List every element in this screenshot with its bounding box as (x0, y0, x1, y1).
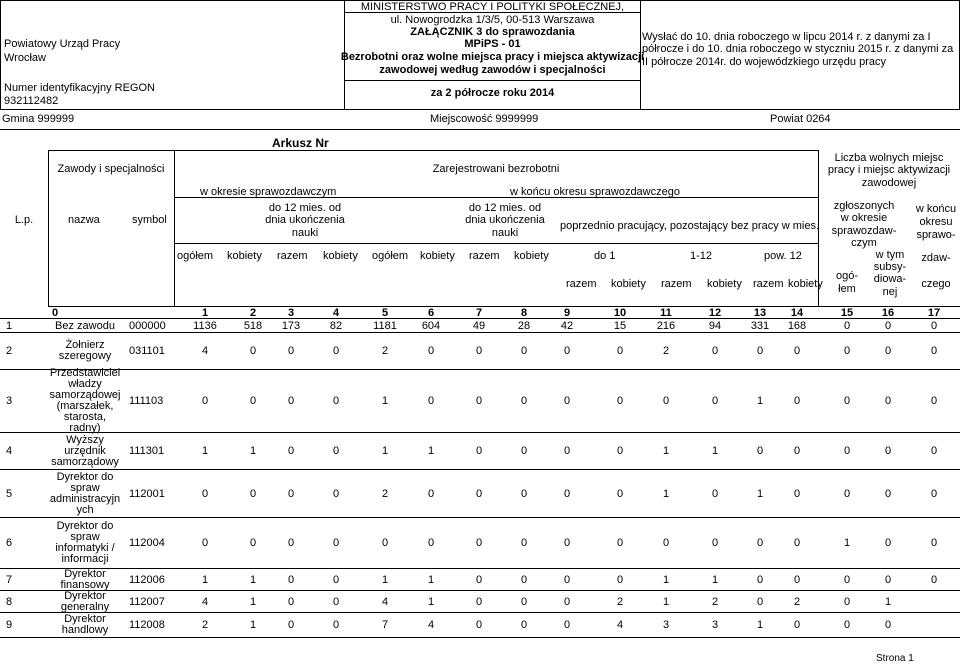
row-value: 1 (381, 445, 389, 457)
report-title-line2: zawodowej według zawodów i specjalności (379, 64, 606, 76)
reported-l3: sprawozdaw- (831, 225, 897, 237)
report-title-line1: Bezrobotni oraz wolne miejsca pracy i miejsca aktywizacji (340, 51, 645, 63)
grad-label-2c: nauki (491, 227, 519, 239)
row-value: 1 (756, 487, 764, 500)
row-value: 168 (787, 320, 807, 332)
hdr-pow12: pow. 12 (764, 250, 802, 262)
row-value: 0 (662, 537, 670, 549)
row-value: 0 (843, 573, 851, 586)
hdr-women-3: kobiety (420, 250, 455, 262)
row-value: 0 (756, 537, 764, 549)
row-value: 0 (793, 445, 801, 457)
row-value: 0 (884, 573, 892, 586)
row-value: 15 (613, 320, 627, 332)
row-value: 1181 (373, 320, 397, 332)
col-prev-working: poprzednio pracujący, pozostający bez pracy w mies. (560, 220, 820, 232)
col-lp: L.p. (14, 214, 34, 226)
row-value: 331 (750, 320, 770, 332)
row-value: 0 (520, 595, 528, 608)
vacancies-l3: zawodowej (861, 177, 917, 189)
row-value: 1 (249, 619, 257, 631)
end-vacancies-l4: zdaw- (921, 252, 951, 264)
form-code: MPiPS - 01 (464, 38, 521, 50)
grad-label-1b: dnia ukończenia (265, 214, 345, 226)
row-name-line: informatyki / (55, 542, 115, 554)
row-value: 0 (332, 595, 340, 608)
row-value: 4 (201, 345, 209, 357)
row-value: 0 (520, 619, 528, 631)
row-value: 1 (427, 595, 435, 608)
row-value: 0 (287, 537, 295, 549)
end-vacancies-l1: w końcu (915, 203, 957, 215)
regon-value: 932112482 (4, 95, 59, 107)
row-value: 1 (201, 573, 209, 586)
page-number: Strona 1 (876, 653, 914, 664)
row-value: 0 (201, 487, 209, 500)
row-name-line: urzędnik (64, 444, 106, 457)
row-name-line: szeregowy (58, 350, 112, 362)
end-vacancies-l2: okresu (919, 216, 953, 228)
row-value: 1 (662, 595, 670, 608)
column-number: 17 (927, 307, 941, 319)
row-value: 0 (793, 619, 801, 631)
row-value: 0 (249, 395, 257, 407)
row-value: 0 (884, 395, 892, 407)
col-end-period: w końcu okresu sprawozdawczego (510, 186, 680, 198)
row-lp: 1 (6, 320, 13, 332)
row-name-line: (marszałek, (56, 400, 114, 412)
column-number: 16 (881, 307, 895, 319)
row-value: 1 (249, 595, 257, 608)
hdr-women-6: kobiety (707, 278, 742, 290)
column-number: 1 (201, 307, 209, 319)
col-registered: Zarejestrowani bezrobotni (432, 163, 560, 175)
row-name-line: Bez zawodu (55, 319, 115, 332)
row-name-line: radny) (69, 422, 101, 434)
miejscowosc: Miejscowość 9999999 (430, 113, 539, 125)
row-lp: 7 (6, 573, 13, 586)
reported-l2: w okresie (840, 212, 888, 224)
row-value: 1 (711, 445, 719, 457)
row-value: 0 (520, 487, 528, 500)
row-value: 0 (843, 320, 851, 332)
row-value: 0 (563, 487, 571, 500)
row-value: 0 (793, 487, 801, 500)
row-value: 0 (884, 445, 892, 457)
row-lp: 4 (6, 445, 13, 457)
subsidized-l3: diowa- (873, 273, 907, 285)
row-value: 0 (287, 445, 295, 457)
row-value: 0 (520, 395, 528, 407)
hdr-women-5: kobiety (611, 278, 646, 290)
row-value: 2 (662, 345, 670, 357)
row-value: 0 (475, 395, 483, 407)
row-value: 0 (427, 487, 435, 500)
row-value: 2 (616, 595, 624, 608)
column-number: 0 (51, 307, 59, 319)
row-value: 0 (287, 595, 295, 608)
row-value: 4 (381, 595, 389, 608)
row-value: 0 (201, 537, 209, 549)
row-lp: 8 (6, 595, 13, 608)
row-value: 42 (560, 320, 574, 332)
row-value: 216 (656, 320, 676, 332)
send-instruction-line2: półrocze i do 10. dnia roboczego w styczniu 2015 r. z danymi za (642, 43, 954, 55)
row-value: 0 (756, 445, 764, 457)
row-value: 0 (616, 537, 624, 549)
row-value: 0 (563, 619, 571, 631)
row-value: 0 (616, 573, 624, 586)
row-value: 0 (563, 395, 571, 407)
row-symbol: 000000 (129, 320, 166, 332)
hdr-women-7: kobiety (788, 278, 823, 290)
send-instruction-line1: Wysłać do 10. dnia roboczego w lipcu 2014 r. z danymi za I (642, 31, 931, 43)
regon-label: Numer identyfikacyjny REGON (4, 82, 155, 94)
header-right-box (640, 0, 960, 110)
row-name-line: ych (76, 503, 94, 516)
row-value: 0 (563, 537, 571, 549)
row-value: 0 (793, 395, 801, 407)
row-symbol: 112004 (129, 537, 165, 549)
ministry-name: MINISTERSTWO PRACY I POLITYKI SPOŁECZNEJ, (360, 1, 625, 13)
row-value: 0 (332, 445, 340, 457)
row-name-line: Dyrektor (64, 613, 106, 625)
row-value: 0 (563, 573, 571, 586)
row-value: 0 (287, 619, 295, 631)
row-value: 2 (201, 619, 209, 631)
row-value: 0 (843, 445, 851, 457)
column-number: 3 (287, 307, 295, 319)
row-symbol: 112006 (129, 573, 165, 586)
row-value: 0 (332, 395, 340, 407)
row-value: 0 (201, 395, 209, 407)
row-value: 0 (563, 345, 571, 357)
row-value: 1 (427, 445, 435, 457)
subsidized-l4: nej (882, 286, 898, 298)
row-value: 0 (427, 395, 435, 407)
row-value: 0 (475, 595, 483, 608)
row-value: 1 (427, 573, 435, 586)
row-symbol: 112001 (129, 487, 165, 500)
row-value: 0 (249, 345, 257, 357)
row-value: 1 (756, 619, 764, 631)
grad-label-2b: dnia ukończenia (465, 214, 545, 226)
row-value: 0 (843, 595, 851, 608)
row-value: 0 (616, 445, 624, 457)
col-name: nazwa (68, 214, 100, 226)
row-value: 0 (287, 487, 295, 500)
row-lp: 5 (6, 487, 13, 500)
column-number: 8 (520, 307, 528, 319)
hdr-razem-1: razem (277, 250, 308, 262)
grad-label-1: do 12 mies. od (268, 202, 342, 214)
hdr-razem-2: razem (469, 250, 500, 262)
hdr-1-12: 1-12 (690, 250, 713, 262)
sheet-number-label: Arkusz Nr (272, 136, 329, 150)
row-symbol: 031101 (129, 345, 165, 357)
column-number: 6 (427, 307, 435, 319)
row-name-line: spraw (70, 481, 100, 494)
office-name: Powiatowy Urząd Pracy (4, 38, 121, 50)
end-vacancies-l3: sprawo- (916, 229, 956, 241)
row-value: 0 (711, 487, 719, 500)
row-value: 1136 (193, 320, 217, 332)
grad-label-1c: nauki (291, 227, 319, 239)
row-value: 0 (884, 619, 892, 631)
row-value: 0 (332, 573, 340, 586)
row-value: 0 (711, 537, 719, 549)
row-lp: 2 (6, 345, 13, 357)
row-name-line: finansowy (60, 578, 110, 591)
row-name-line: starosta, (63, 411, 107, 423)
row-name-line: handlowy (61, 624, 109, 636)
row-value: 0 (756, 595, 764, 608)
row-value: 1 (662, 445, 670, 457)
row-value: 0 (930, 573, 938, 586)
row-value: 0 (563, 595, 571, 608)
row-value: 0 (563, 445, 571, 457)
row-name-line: administracyjn (49, 492, 121, 505)
row-value: 0 (287, 573, 295, 586)
row-value: 0 (930, 320, 938, 332)
row-name-line: władzy (68, 378, 102, 390)
row-value: 0 (662, 395, 670, 407)
row-value: 0 (793, 573, 801, 586)
row-value: 82 (329, 320, 343, 332)
row-name-line: generalny (60, 600, 110, 613)
grad-label-2: do 12 mies. od (468, 202, 542, 214)
column-number: 11 (660, 307, 672, 319)
row-value: 3 (711, 619, 719, 631)
subsidized-l1: w tym (875, 249, 905, 261)
reported-l4: czym (851, 237, 877, 249)
row-value: 0 (332, 537, 340, 549)
row-lp: 9 (6, 619, 13, 631)
row-value: 0 (843, 487, 851, 500)
row-name-line: Dyrektor (64, 589, 106, 602)
attachment-label: ZAŁĄCZNIK 3 do sprawozdania (410, 26, 575, 38)
row-value: 0 (249, 537, 257, 549)
row-value: 2 (381, 487, 389, 500)
row-value: 0 (520, 537, 528, 549)
row-value: 0 (287, 395, 295, 407)
end-vacancies-l5: czego (921, 278, 951, 290)
row-value: 1 (201, 445, 209, 457)
row-value: 4 (427, 619, 435, 631)
column-number: 4 (332, 307, 340, 319)
row-symbol: 112007 (129, 595, 165, 608)
row-value: 0 (520, 445, 528, 457)
row-value: 0 (843, 395, 851, 407)
row-value: 0 (616, 345, 624, 357)
row-value: 1 (249, 445, 257, 457)
row-value: 0 (332, 487, 340, 500)
vacancies-l2: pracy i miejsc aktywizacji (827, 164, 951, 176)
row-value: 0 (884, 320, 892, 332)
row-value: 0 (287, 345, 295, 357)
hdr-razem-5: razem (753, 278, 784, 290)
row-value: 1 (843, 537, 851, 549)
office-city: Wrocław (4, 52, 46, 64)
row-value: 0 (756, 573, 764, 586)
row-value: 0 (711, 395, 719, 407)
row-value: 0 (930, 345, 938, 357)
subsidized-l2: subsy- (873, 261, 907, 273)
row-value: 0 (793, 537, 801, 549)
row-value: 1 (884, 595, 892, 608)
row-value: 1 (662, 487, 670, 500)
row-value: 0 (930, 395, 938, 407)
row-value: 0 (616, 395, 624, 407)
row-value: 0 (843, 345, 851, 357)
ministry-address: ul. Nowogrodzka 1/3/5, 00-513 Warszawa (390, 14, 595, 26)
row-value: 0 (332, 345, 340, 357)
row-name-line: Dyrektor do (56, 520, 114, 532)
row-value: 1 (381, 395, 389, 407)
row-value: 0 (930, 487, 938, 500)
column-number: 13 (753, 307, 767, 319)
send-instruction-line3: II półrocze 2014r. do wojewódzkiego urzędu pracy (642, 56, 886, 68)
hdr-women-1: kobiety (227, 250, 262, 262)
row-value: 0 (475, 573, 483, 586)
row-value: 1 (381, 573, 389, 586)
row-name-line: samorządowej (49, 389, 121, 401)
row-value: 2 (793, 595, 801, 608)
row-symbol: 112008 (129, 619, 165, 631)
row-value: 3 (662, 619, 670, 631)
row-value: 28 (517, 320, 531, 332)
row-value: 0 (884, 345, 892, 357)
row-name-line: Dyrektor (64, 567, 106, 580)
row-value: 0 (520, 573, 528, 586)
row-value: 0 (381, 537, 389, 549)
hdr-total-2: ogółem (372, 250, 409, 262)
row-value: 0 (427, 537, 435, 549)
row-lp: 6 (6, 537, 13, 549)
hdr-women-4: kobiety (514, 250, 549, 262)
row-value: 0 (843, 619, 851, 631)
row-lp: 3 (6, 395, 13, 407)
column-number: 14 (790, 307, 804, 319)
gmina: Gmina 999999 (2, 113, 75, 125)
column-number: 7 (475, 307, 483, 319)
row-value: 4 (616, 619, 624, 631)
row-value: 518 (243, 320, 263, 332)
row-value: 0 (711, 345, 719, 357)
row-value: 0 (616, 487, 624, 500)
row-value: 173 (281, 320, 301, 332)
row-value: 0 (475, 445, 483, 457)
row-name-line: Wyższy (66, 433, 104, 446)
row-value: 0 (249, 487, 257, 500)
row-value: 1 (249, 573, 257, 586)
column-number: 10 (613, 307, 627, 319)
row-value: 0 (332, 619, 340, 631)
row-name-line: Żołnierz (65, 339, 105, 351)
row-value: 0 (756, 345, 764, 357)
row-value: 4 (201, 595, 209, 608)
row-value: 0 (520, 345, 528, 357)
row-symbol: 111103 (129, 395, 164, 407)
row-value: 94 (708, 320, 722, 332)
column-number: 5 (381, 307, 389, 319)
row-name-line: Przedstawiciel (49, 367, 121, 379)
row-name-line: spraw (70, 531, 100, 543)
row-value: 0 (427, 345, 435, 357)
row-symbol: 111301 (129, 445, 165, 457)
column-number: 9 (563, 307, 571, 319)
hdr-women-2: kobiety (323, 250, 358, 262)
row-value: 0 (930, 445, 938, 457)
column-number: 2 (249, 307, 257, 319)
hdr-total-1: ogółem (177, 250, 214, 262)
row-value: 49 (472, 320, 486, 332)
row-value: 0 (475, 619, 483, 631)
row-name-line: Dyrektor do (56, 470, 114, 483)
row-value: 1 (711, 573, 719, 586)
row-value: 7 (381, 619, 389, 631)
col-symbol: symbol (132, 214, 167, 226)
column-number: 12 (708, 307, 722, 319)
hdr-do1: do 1 (594, 250, 616, 262)
row-value: 2 (711, 595, 719, 608)
row-name-line: informacji (61, 553, 109, 565)
row-value: 1 (756, 395, 764, 407)
row-value: 0 (930, 537, 938, 549)
col-occupations: Zawody i specjalności (57, 163, 165, 175)
row-name-line: samorządowy (51, 455, 119, 468)
row-value: 2 (381, 345, 389, 357)
row-value: 0 (793, 345, 801, 357)
hdr-razem-3: razem (566, 278, 597, 290)
reported-total-l1: ogó- (835, 270, 859, 282)
row-value: 0 (475, 487, 483, 500)
row-value: 604 (421, 320, 441, 332)
row-value: 1 (662, 573, 670, 586)
col-in-period: w okresie sprawozdawczym (200, 186, 337, 198)
row-value: 0 (884, 537, 892, 549)
row-value: 0 (475, 345, 483, 357)
row-value: 0 (475, 537, 483, 549)
hdr-razem-4: razem (661, 278, 692, 290)
reported-total-l2: łem (838, 283, 856, 295)
row-value: 0 (884, 487, 892, 500)
vacancies-l1: Liczba wolnych miejsc (834, 152, 944, 164)
column-number: 15 (840, 307, 854, 319)
powiat: Powiat 0264 (770, 113, 831, 125)
report-period: za 2 półrocze roku 2014 (430, 87, 555, 99)
reported-l1: zgłoszonych (833, 200, 895, 212)
